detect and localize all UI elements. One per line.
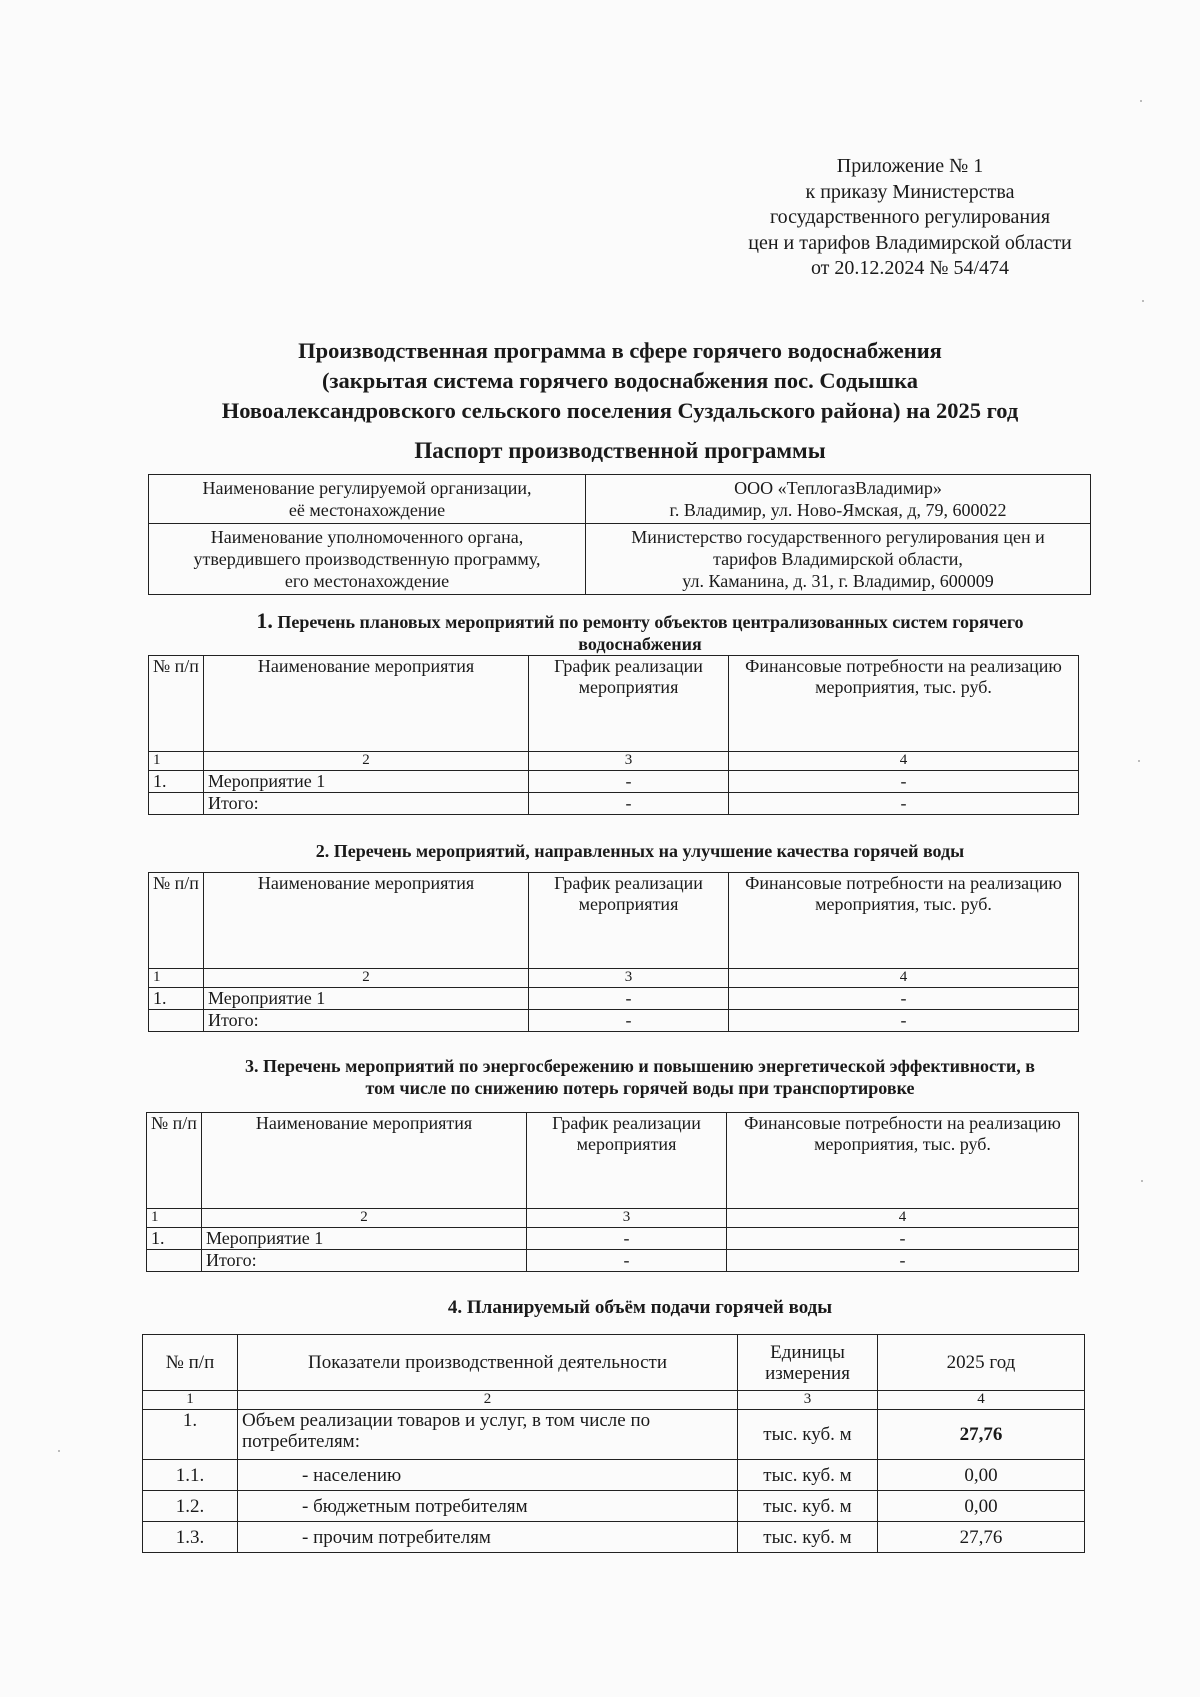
annex-line: государственного регулирования xyxy=(769,206,1051,228)
header-indicator: Показатели производственной деятельности xyxy=(238,1335,738,1391)
header-finance: Финансовые потребности на реализацию мероприятия, тыс. руб. xyxy=(727,1113,1079,1209)
header-year: 2025 год xyxy=(878,1335,1085,1391)
header-unit: Единицы измерения xyxy=(738,1335,878,1391)
section2-title: 2. Перечень мероприятий, направленных на улучшение качества горячей воды xyxy=(315,841,965,861)
column-number-row: 1 2 3 4 xyxy=(147,1209,1079,1228)
passport-row xyxy=(149,475,1091,524)
passport-value: ООО «ТеплогазВладимир» г. Владимир, ул. Ново-Ямская, д, 79, 600022 xyxy=(586,475,1091,524)
table-total-row: Итого: - - xyxy=(149,1010,1079,1032)
column-number-row: 1 2 3 4 xyxy=(143,1391,1085,1410)
annex-header xyxy=(700,154,1120,282)
passport-row xyxy=(149,524,1091,595)
section3-title: 3. Перечень мероприятий по энергосбережению и повышению энергетической эффективности, в том числе по снижению потерь горячей воды при транспортировке xyxy=(245,1056,1035,1098)
header-num: № п/п xyxy=(147,1113,202,1209)
table-header-row xyxy=(143,1335,1085,1391)
annex-line: к приказу Министерства xyxy=(805,180,1015,203)
scan-speck xyxy=(1141,1180,1143,1182)
document-title xyxy=(120,336,1120,426)
table-header-row xyxy=(149,873,1079,969)
section1-table xyxy=(148,655,1079,815)
title-line: (закрытая система горячего водоснабжения пос. Содышка xyxy=(322,368,918,393)
column-number-row: 1 2 3 4 xyxy=(149,969,1079,988)
table-header-row xyxy=(149,656,1079,752)
scan-speck xyxy=(58,1450,60,1452)
table-header-row xyxy=(147,1113,1079,1209)
header-schedule: График реализации мероприятия xyxy=(529,873,729,969)
scan-speck xyxy=(1142,300,1144,302)
header-num: № п/п xyxy=(149,873,204,969)
annex-line: Приложение № 1 xyxy=(836,155,984,177)
header-name: Наименование мероприятия xyxy=(202,1113,527,1209)
passport-label: Наименование регулируемой организации, её местонахождение xyxy=(149,475,586,524)
passport-value: Министерство государственного регулирования цен и тарифов Владимирской области, ул. Каманина, д. 31, г. Владимир, 600009 xyxy=(586,524,1091,595)
passport-label: Наименование уполномоченного органа, утвердившего производственную программу, его местонахождение xyxy=(149,524,586,595)
table-row: 1. Мероприятие 1 - - xyxy=(147,1228,1079,1250)
title-line: Новоалександровского сельского поселения Суздальского района) на 2025 год xyxy=(221,398,1019,423)
header-finance: Финансовые потребности на реализацию мероприятия, тыс. руб. xyxy=(729,873,1079,969)
header-name: Наименование мероприятия xyxy=(204,873,529,969)
section4-title: 4. Планируемый объём подачи горячей воды xyxy=(447,1297,833,1318)
scan-speck xyxy=(1140,100,1142,102)
header-schedule: График реализации мероприятия xyxy=(529,656,729,752)
header-schedule: График реализации мероприятия xyxy=(527,1113,727,1209)
table-row: 1. Мероприятие 1 - - xyxy=(149,771,1079,793)
passport-table xyxy=(148,474,1091,595)
column-number-row: 1 2 3 4 xyxy=(149,752,1079,771)
table-total-row: Итого: - - xyxy=(149,793,1079,815)
section1-title: 1. Перечень плановых мероприятий по ремонту объектов централизованных систем горячего водоснабжения xyxy=(256,608,1024,654)
table-row: 1.2. - бюджетным потребителям тыс. куб. м 0,00 xyxy=(143,1491,1085,1522)
header-finance: Финансовые потребности на реализацию мероприятия, тыс. руб. xyxy=(729,656,1079,752)
header-num: № п/п xyxy=(143,1335,238,1391)
annex-line: от 20.12.2024 № 54/474 xyxy=(810,257,1010,279)
table-row: 1.3. - прочим потребителям тыс. куб. м 27,76 xyxy=(143,1522,1085,1553)
table-row: 1.1. - населению тыс. куб. м 0,00 xyxy=(143,1460,1085,1491)
section3-table xyxy=(146,1112,1079,1272)
section2-table xyxy=(148,872,1079,1032)
scan-speck xyxy=(1138,760,1140,762)
title-line: Производственная программа в сфере горячего водоснабжения xyxy=(298,338,942,363)
table-total-row: Итого: - - xyxy=(147,1250,1079,1272)
section4-table xyxy=(142,1334,1085,1553)
table-row: 1. Объем реализации товаров и услуг, в том числе по потребителям: тыс. куб. м 27,76 xyxy=(143,1410,1085,1460)
passport-heading: Паспорт производственной программы xyxy=(414,438,826,463)
header-num: № п/п xyxy=(149,656,204,752)
header-name: Наименование мероприятия xyxy=(204,656,529,752)
table-row: 1. Мероприятие 1 - - xyxy=(149,988,1079,1010)
annex-line: цен и тарифов Владимирской области xyxy=(748,231,1072,254)
